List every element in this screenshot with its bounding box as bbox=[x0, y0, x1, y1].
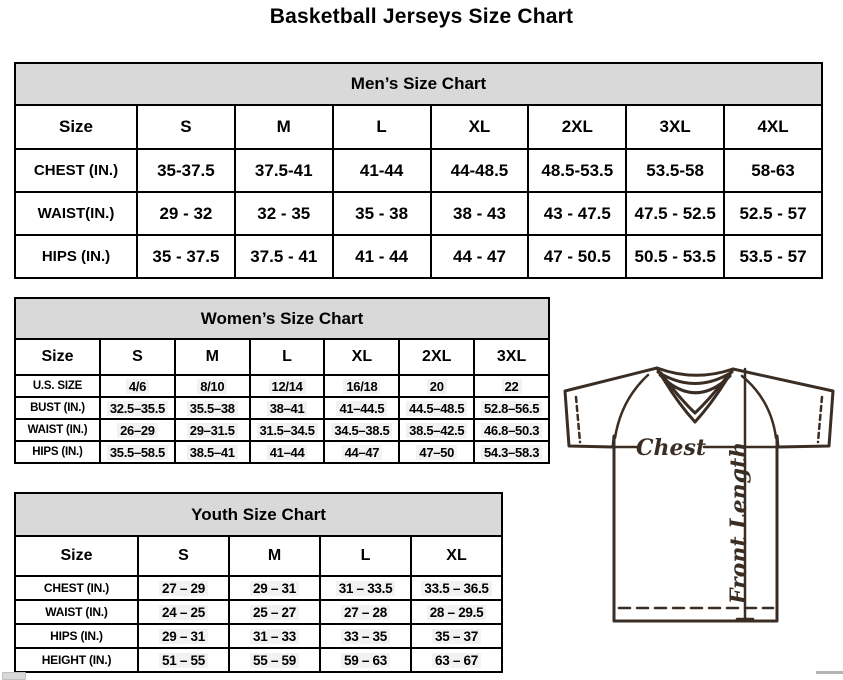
row-label: HIPS (IN.) bbox=[15, 441, 100, 463]
value-cell: 37.5-41 bbox=[235, 149, 333, 192]
value-cell: 38.5–41 bbox=[175, 441, 250, 463]
row-label: WAIST (IN.) bbox=[15, 600, 138, 624]
scrollbar-fragment-right[interactable] bbox=[816, 671, 843, 674]
value-cell: 51 – 55 bbox=[138, 648, 229, 672]
value-cell: 43 - 47.5 bbox=[528, 192, 626, 235]
value-cell: 35-37.5 bbox=[137, 149, 235, 192]
front-length-label: Front Length bbox=[726, 441, 752, 605]
youth-table-title: Youth Size Chart bbox=[15, 493, 502, 536]
jersey-right-armhole-seam bbox=[742, 376, 776, 438]
value-cell: 29 - 32 bbox=[137, 192, 235, 235]
value-cell: 41–44 bbox=[250, 441, 325, 463]
value-cell: 41-44 bbox=[333, 149, 431, 192]
column-header: 2XL bbox=[528, 105, 626, 149]
column-header: M bbox=[235, 105, 333, 149]
value-cell: 24 – 25 bbox=[138, 600, 229, 624]
value-cell: 35 - 37.5 bbox=[137, 235, 235, 278]
value-cell: 35 - 38 bbox=[333, 192, 431, 235]
jersey-right-sleeve-stitch bbox=[818, 397, 822, 442]
column-header: 4XL bbox=[724, 105, 822, 149]
table-row bbox=[15, 600, 502, 624]
value-cell: 52.8–56.5 bbox=[474, 397, 549, 419]
jersey-outline-svg bbox=[555, 358, 843, 660]
value-cell: 28 – 29.5 bbox=[411, 600, 502, 624]
jersey-body-outline bbox=[565, 368, 833, 621]
value-cell: 31.5–34.5 bbox=[250, 419, 325, 441]
value-cell: 44.5–48.5 bbox=[399, 397, 474, 419]
value-cell: 8/10 bbox=[175, 375, 250, 397]
value-cell: 38.5–42.5 bbox=[399, 419, 474, 441]
value-cell: 29 – 31 bbox=[138, 624, 229, 648]
value-cell: 53.5 - 57 bbox=[724, 235, 822, 278]
youth-size-table bbox=[14, 492, 503, 673]
value-cell: 47.5 - 52.5 bbox=[626, 192, 724, 235]
column-header: Size bbox=[15, 339, 100, 375]
value-cell: 26–29 bbox=[100, 419, 175, 441]
value-cell: 46.8–50.3 bbox=[474, 419, 549, 441]
value-cell: 59 – 63 bbox=[320, 648, 411, 672]
table-row bbox=[15, 648, 502, 672]
value-cell: 50.5 - 53.5 bbox=[626, 235, 724, 278]
value-cell: 47–50 bbox=[399, 441, 474, 463]
value-cell: 29–31.5 bbox=[175, 419, 250, 441]
value-cell: 35.5–58.5 bbox=[100, 441, 175, 463]
table-row bbox=[15, 419, 549, 441]
page-title: Basketball Jerseys Size Chart bbox=[269, 5, 574, 28]
womens-size-table bbox=[14, 297, 550, 464]
value-cell: 34.5–38.5 bbox=[324, 419, 399, 441]
value-cell: 38–41 bbox=[250, 397, 325, 419]
column-header: XL bbox=[431, 105, 529, 149]
value-cell: 41–44.5 bbox=[324, 397, 399, 419]
table-row bbox=[15, 397, 549, 419]
column-header: L bbox=[320, 536, 411, 576]
value-cell: 44-48.5 bbox=[431, 149, 529, 192]
row-label: HIPS (IN.) bbox=[15, 624, 138, 648]
value-cell: 38 - 43 bbox=[431, 192, 529, 235]
value-cell: 33.5 – 36.5 bbox=[411, 576, 502, 600]
value-cell: 35.5–38 bbox=[175, 397, 250, 419]
value-cell: 35 – 37 bbox=[411, 624, 502, 648]
value-cell: 31 – 33 bbox=[229, 624, 320, 648]
jersey-measurement-diagram bbox=[555, 358, 843, 660]
column-header: L bbox=[333, 105, 431, 149]
value-cell: 27 – 29 bbox=[138, 576, 229, 600]
row-label: CHEST (IN.) bbox=[15, 149, 137, 192]
value-cell: 44–47 bbox=[324, 441, 399, 463]
chest-label: Chest bbox=[635, 435, 707, 461]
women-table-title: Women’s Size Chart bbox=[15, 298, 549, 339]
column-header: 2XL bbox=[399, 339, 474, 375]
value-cell: 53.5-58 bbox=[626, 149, 724, 192]
table-row bbox=[15, 375, 549, 397]
row-label: CHEST (IN.) bbox=[15, 576, 138, 600]
column-header: 3XL bbox=[474, 339, 549, 375]
value-cell: 52.5 - 57 bbox=[724, 192, 822, 235]
value-cell: 16/18 bbox=[324, 375, 399, 397]
value-cell: 22 bbox=[474, 375, 549, 397]
value-cell: 29 – 31 bbox=[229, 576, 320, 600]
jersey-left-sleeve-stitch bbox=[576, 397, 580, 442]
column-header: Size bbox=[15, 536, 138, 576]
value-cell: 41 - 44 bbox=[333, 235, 431, 278]
row-label: HEIGHT (IN.) bbox=[15, 648, 138, 672]
value-cell: 58-63 bbox=[724, 149, 822, 192]
jersey-left-armhole-seam bbox=[615, 375, 648, 438]
value-cell: 54.3–58.3 bbox=[474, 441, 549, 463]
value-cell: 47 - 50.5 bbox=[528, 235, 626, 278]
table-row bbox=[15, 235, 822, 278]
value-cell: 27 – 28 bbox=[320, 600, 411, 624]
row-label: HIPS (IN.) bbox=[15, 235, 137, 278]
column-header: 3XL bbox=[626, 105, 724, 149]
mens-size-table bbox=[14, 62, 823, 279]
table-row bbox=[15, 624, 502, 648]
table-row bbox=[15, 192, 822, 235]
value-cell: 4/6 bbox=[100, 375, 175, 397]
value-cell: 37.5 - 41 bbox=[235, 235, 333, 278]
value-cell: 31 – 33.5 bbox=[320, 576, 411, 600]
column-header: S bbox=[138, 536, 229, 576]
row-label: BUST (IN.) bbox=[15, 397, 100, 419]
men-table-title: Men’s Size Chart bbox=[15, 63, 822, 105]
table-row bbox=[15, 441, 549, 463]
column-header: M bbox=[175, 339, 250, 375]
value-cell: 25 – 27 bbox=[229, 600, 320, 624]
value-cell: 20 bbox=[399, 375, 474, 397]
row-label: WAIST (IN.) bbox=[15, 419, 100, 441]
column-header: Size bbox=[15, 105, 137, 149]
value-cell: 32 - 35 bbox=[235, 192, 333, 235]
row-label: U.S. SIZE bbox=[15, 375, 100, 397]
column-header: S bbox=[100, 339, 175, 375]
value-cell: 44 - 47 bbox=[431, 235, 529, 278]
value-cell: 48.5-53.5 bbox=[528, 149, 626, 192]
value-cell: 55 – 59 bbox=[229, 648, 320, 672]
table-row bbox=[15, 576, 502, 600]
table-row bbox=[15, 149, 822, 192]
column-header: S bbox=[137, 105, 235, 149]
column-header: M bbox=[229, 536, 320, 576]
value-cell: 33 – 35 bbox=[320, 624, 411, 648]
column-header: XL bbox=[324, 339, 399, 375]
value-cell: 63 – 67 bbox=[411, 648, 502, 672]
value-cell: 32.5–35.5 bbox=[100, 397, 175, 419]
value-cell: 12/14 bbox=[250, 375, 325, 397]
column-header: XL bbox=[411, 536, 502, 576]
row-label: WAIST(IN.) bbox=[15, 192, 137, 235]
column-header: L bbox=[250, 339, 325, 375]
